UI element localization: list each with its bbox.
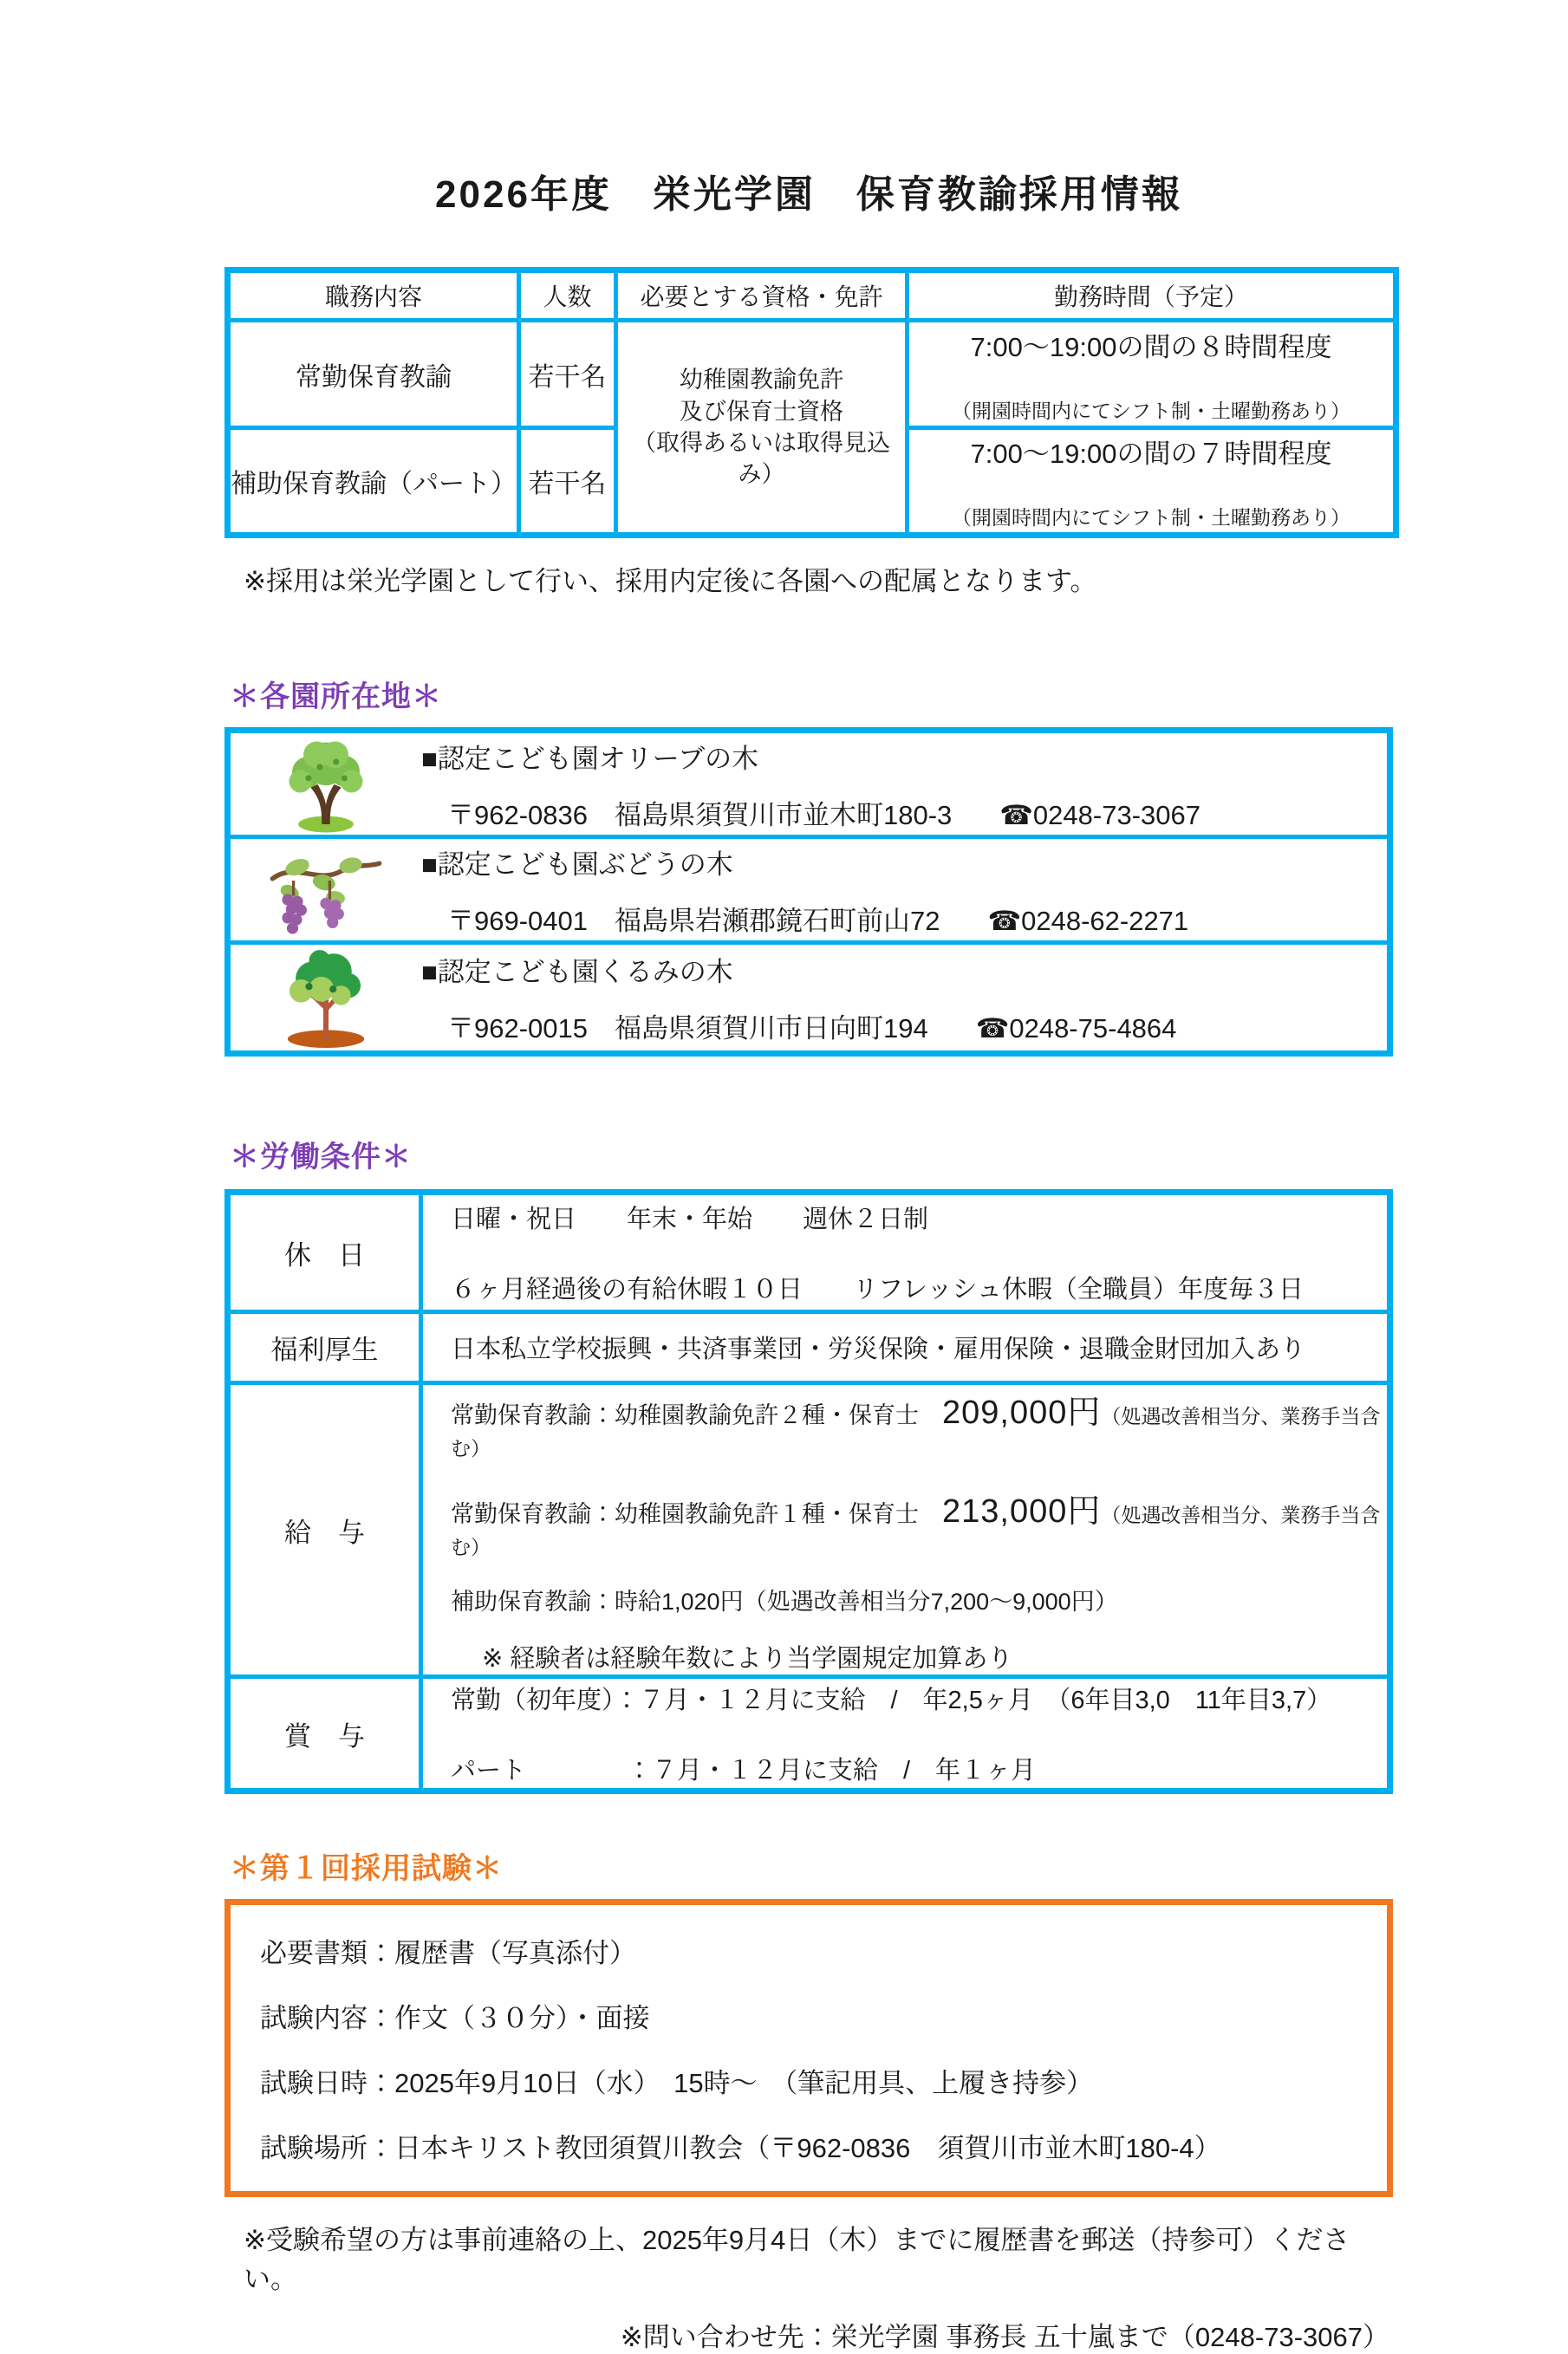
hours-parttime bbox=[908, 428, 1396, 536]
location-text bbox=[421, 950, 1387, 1045]
salary-experience-note: ※ 経験者は経験年数により当学園規定加算あり bbox=[482, 1645, 1013, 1673]
welfare-label: 福利厚生 bbox=[228, 1312, 421, 1383]
table-row-fulltime bbox=[228, 321, 1396, 428]
holiday-line: 日曜・祝日 年末・年始 週休２日制 bbox=[451, 1206, 929, 1233]
hours-fulltime bbox=[908, 321, 1396, 428]
qualification-line: 幼稚園教諭免許 bbox=[680, 367, 843, 393]
locations-heading: ＊各園所在地＊ bbox=[230, 680, 442, 713]
salary-line bbox=[451, 1484, 1387, 1560]
grape-vine-icon bbox=[231, 842, 421, 938]
salary-amount: 213,000円 bbox=[942, 1493, 1102, 1530]
locations-box bbox=[224, 727, 1393, 1057]
conditions-table bbox=[224, 1189, 1393, 1794]
position-parttime: 補助保育教諭（パート） bbox=[228, 428, 519, 536]
location-name: ■認定こども園くるみの木 bbox=[421, 957, 733, 987]
recruitment-note: ※採用は栄光学園として行い、採用内定後に各園への配属となります。 bbox=[244, 566, 1097, 596]
location-address-line bbox=[421, 899, 1387, 938]
location-address: 〒969-0401 福島県岩瀬郡鏡石町前山72 bbox=[447, 905, 940, 936]
list-item-walnut bbox=[231, 945, 1387, 1050]
count-parttime: 若干名 bbox=[519, 428, 616, 536]
olive-tree-icon bbox=[231, 733, 421, 836]
location-phone: ☎0248-75-4864 bbox=[975, 1013, 1177, 1044]
exam-heading: ＊第１回採用試験＊ bbox=[230, 1852, 503, 1885]
apply-note: ※受験希望の方は事前連絡の上、2025年9月4日（木）までに履歴書を郵送（持参可）ください。 bbox=[244, 2225, 1350, 2294]
bonus-content bbox=[421, 1677, 1390, 1792]
salary-prefix: 常勤保育教諭：幼稚園教諭免許２種・保育士 bbox=[451, 1402, 942, 1428]
salary-prefix: 常勤保育教諭：幼稚園教諭免許１種・保育士 bbox=[451, 1501, 942, 1527]
location-address: 〒962-0836 福島県須賀川市並木町180-3 bbox=[447, 799, 953, 830]
holiday-line: ６ヶ月経過後の有給休暇１０日 リフレッシュ休暇（全職員）年度毎３日 bbox=[451, 1276, 1304, 1304]
bonus-label: 賞 与 bbox=[228, 1677, 421, 1792]
document-page bbox=[224, 0, 1393, 2354]
count-fulltime: 若干名 bbox=[519, 321, 616, 428]
hours-note: （開園時間内にてシフト制・土曜勤務あり） bbox=[952, 399, 1350, 422]
exam-datetime: 試験日時：2025年9月10日（水） 15時～ （筆記用具、上履き持参） bbox=[260, 2068, 1094, 2098]
header-working-hours: 勤務時間（予定） bbox=[908, 270, 1396, 321]
qualification-cell bbox=[616, 321, 908, 536]
location-text bbox=[421, 842, 1387, 938]
salary-line bbox=[451, 1385, 1387, 1461]
location-phone: ☎0248-62-2271 bbox=[987, 905, 1189, 936]
walnut-tree-icon bbox=[231, 946, 421, 1049]
location-phone: ☎0248-73-3067 bbox=[999, 799, 1200, 830]
location-address-line bbox=[421, 793, 1387, 832]
position-fulltime: 常勤保育教諭 bbox=[228, 321, 519, 428]
qualification-line: （取得あるいは取得見込み） bbox=[633, 430, 890, 488]
salary-amount: 209,000円 bbox=[942, 1395, 1102, 1431]
conditions-heading: ＊労働条件＊ bbox=[230, 1141, 412, 1174]
salary-note: （処遇改善相当分、業務手当含む） bbox=[451, 1405, 1381, 1460]
exam-content: 試験内容：作文（３０分）・面接 bbox=[260, 2003, 650, 2033]
exam-box bbox=[224, 1899, 1393, 2197]
list-item-olive bbox=[231, 733, 1387, 839]
exam-documents: 必要書類：履歴書（写真添付） bbox=[260, 1938, 636, 1968]
holiday-content bbox=[421, 1193, 1390, 1312]
location-name: ■認定こども園オリーブの木 bbox=[421, 743, 759, 774]
hours-main: 7:00～19:00の間の７時間程度 bbox=[970, 439, 1332, 469]
salary-content bbox=[421, 1383, 1390, 1677]
hours-main: 7:00～19:00の間の８時間程度 bbox=[970, 331, 1332, 362]
salary-note: （処遇改善相当分、業務手当含む） bbox=[451, 1504, 1381, 1558]
table-row-salary bbox=[228, 1383, 1390, 1677]
recruitment-table-header-row bbox=[228, 270, 1396, 321]
location-text bbox=[421, 737, 1387, 832]
location-address-line bbox=[421, 1006, 1387, 1045]
salary-line: 補助保育教諭：時給1,020円（処遇改善相当分7,200～9,000円） bbox=[451, 1589, 1118, 1615]
table-row-holiday bbox=[228, 1193, 1390, 1312]
contact-note: ※問い合わせ先：栄光学園 事務長 五十嵐まで（0248-73-3067） bbox=[620, 2322, 1389, 2352]
header-duty: 職務内容 bbox=[228, 270, 519, 321]
holiday-label: 休 日 bbox=[228, 1193, 421, 1312]
table-row-welfare bbox=[228, 1312, 1390, 1383]
location-name: ■認定こども園ぶどうの木 bbox=[421, 849, 733, 880]
bonus-line: パート ：７月・１２月に支給 / 年１ヶ月 bbox=[451, 1757, 1037, 1785]
qualification-line: 及び保育士資格 bbox=[680, 398, 843, 425]
list-item-grape bbox=[231, 839, 1387, 945]
hours-note: （開園時間内にてシフト制・土曜勤務あり） bbox=[952, 506, 1350, 529]
salary-label: 給 与 bbox=[228, 1383, 421, 1677]
recruitment-table bbox=[224, 267, 1399, 538]
bonus-line: 常勤（初年度）：７月・１２月に支給 / 年2,5ヶ月 （6年目3,0 11年目3,7） bbox=[451, 1687, 1332, 1714]
location-address: 〒962-0015 福島県須賀川市日向町194 bbox=[447, 1013, 928, 1044]
page-title: 2026年度 栄光学園 保育教諭採用情報 bbox=[435, 173, 1182, 216]
header-count: 人数 bbox=[519, 270, 616, 321]
welfare-content: 日本私立学校振興・共済事業団・労災保険・雇用保険・退職金財団加入あり bbox=[421, 1312, 1390, 1383]
table-row-bonus bbox=[228, 1677, 1390, 1792]
header-qualification: 必要とする資格・免許 bbox=[616, 270, 908, 321]
exam-place: 試験場所：日本キリスト教団須賀川教会（〒962-0836 須賀川市並木町180-4） bbox=[260, 2133, 1221, 2163]
